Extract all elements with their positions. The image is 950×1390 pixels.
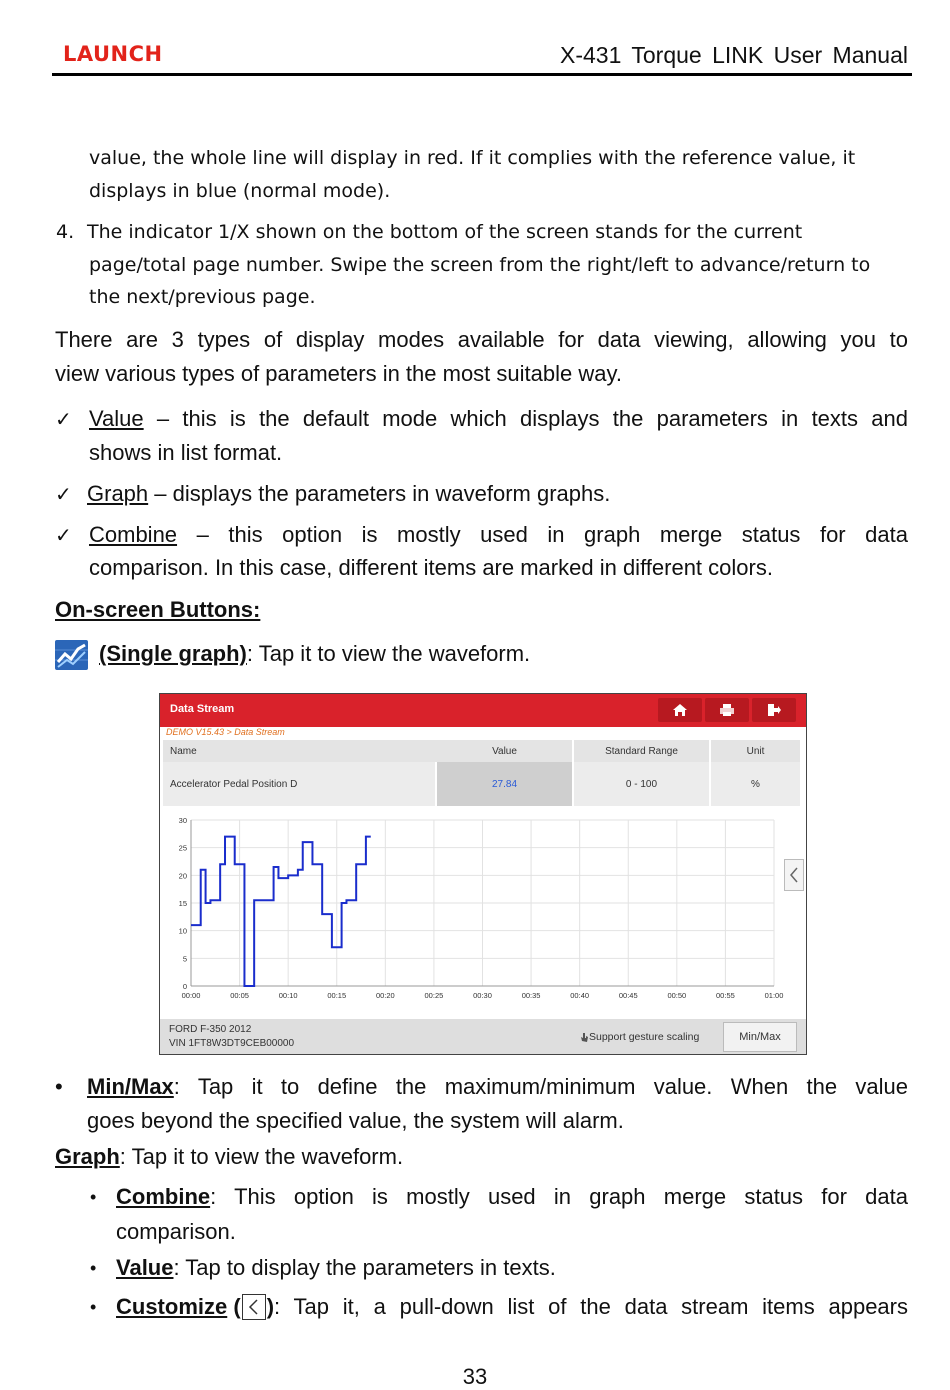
page-number: 33 [462, 1364, 488, 1389]
single-graph-term: (Single graph) [99, 641, 247, 666]
print-icon [719, 703, 735, 717]
x-tick-label: 00:10 [278, 991, 298, 1000]
graph-desc: : Tap it to view the waveform. [119, 1144, 404, 1169]
exit-icon [766, 703, 782, 717]
bullet-icon: • [55, 1074, 63, 1099]
print-button[interactable] [705, 698, 749, 722]
combine-mode-line-2: comparison. In this case, different items are marked in different colors. [89, 555, 773, 580]
combine-line-1 [116, 1180, 908, 1214]
customize-paren-open: ( [227, 1294, 241, 1319]
y-tick-label: 5 [182, 954, 187, 964]
row-range: 0 - 100 [574, 762, 709, 806]
check-icon: ✓ [55, 482, 72, 506]
screen-title: Data Stream [170, 703, 235, 715]
combine-mode-term: Combine [89, 522, 178, 547]
bullet-icon: • [90, 1297, 97, 1317]
column-header-range: Standard Range [574, 740, 709, 762]
chart-grid [191, 820, 774, 986]
vin-label: VIN 1FT8W3DT9CEB00000 [169, 1038, 295, 1049]
value-mode-term: Value [89, 406, 144, 431]
customize-term: Customize [116, 1294, 228, 1319]
value-mode-line-1 [89, 402, 908, 436]
minmax-term: Min/Max [87, 1074, 174, 1099]
y-tick-label: 10 [178, 926, 187, 936]
item-4-line-2: page/total page number. Swipe the screen from the right/left to advance/return to [89, 254, 871, 276]
x-tick-label: 00:20 [375, 991, 395, 1000]
header-rule [52, 73, 912, 76]
x-tick-label: 00:00 [181, 991, 201, 1000]
gesture-hint-text: Support gesture scaling [589, 1031, 700, 1043]
x-tick-label: 00:25 [424, 991, 444, 1000]
customize-button[interactable] [784, 859, 804, 891]
column-header-unit: Unit [711, 740, 800, 762]
vehicle-label: FORD F-350 2012 [169, 1024, 252, 1035]
combine-desc: : This option is mostly used in graph merge status for data [210, 1184, 908, 1209]
customize-icon [242, 1294, 266, 1320]
home-button[interactable] [658, 698, 702, 722]
customize-line [116, 1290, 908, 1324]
graph-mode-line [87, 477, 610, 511]
graph-section-line [55, 1140, 403, 1174]
minmax-line-1 [87, 1070, 908, 1104]
combine-line-2: comparison. [116, 1219, 236, 1244]
single-graph-icon [55, 640, 88, 670]
y-tick-label: 30 [178, 816, 187, 825]
row-value: 27.84 [437, 762, 572, 806]
breadcrumb: DEMO V15.43 > Data Stream [166, 727, 285, 737]
intro-line-2: displays in blue (normal mode). [89, 180, 391, 202]
modes-paragraph-line-2: view various types of parameters in the most suitable way. [55, 361, 622, 386]
graph-mode-desc: – displays the parameters in waveform graphs. [148, 481, 611, 506]
bullet-icon: • [90, 1258, 97, 1278]
hand-icon [580, 1032, 589, 1043]
row-name: Accelerator Pedal Position D [163, 762, 435, 806]
x-tick-label: 00:40 [570, 991, 590, 1000]
value-desc: : Tap to display the parameters in texts. [173, 1255, 556, 1280]
x-tick-label: 00:15 [327, 991, 347, 1000]
combine-mode-desc: – this option is mostly used in graph merge status for data [177, 522, 908, 547]
series-line [191, 837, 371, 986]
value-mode-line-2: shows in list format. [89, 440, 283, 465]
chevron-left-icon [789, 867, 799, 883]
y-tick-label: 15 [178, 899, 187, 908]
brand-logo: LAUNCH [63, 42, 163, 66]
waveform-chart [160, 806, 806, 1019]
x-tick-label: 00:35 [521, 991, 541, 1000]
column-header-name: Name [163, 740, 442, 762]
single-graph-line [99, 637, 530, 671]
x-tick-label: 00:50 [667, 991, 687, 1000]
minmax-line-2: goes beyond the specified value, the system will alarm. [87, 1108, 624, 1133]
graph-term: Graph [55, 1144, 120, 1169]
x-tick-label: 01:00 [764, 991, 784, 1000]
item-4-line-3: the next/previous page. [89, 286, 316, 308]
item-4-line-1: The indicator 1/X shown on the bottom of the screen stands for the current [87, 221, 803, 243]
minmax-desc: : Tap it to define the maximum/minimum value. When the value [173, 1074, 908, 1099]
intro-line-1: value, the whole line will display in red. If it complies with the reference value, it [89, 147, 856, 169]
single-graph-desc: : Tap it to view the waveform. [246, 641, 531, 666]
check-icon: ✓ [55, 407, 72, 431]
x-axis-ticks [182, 991, 784, 1000]
y-tick-label: 20 [178, 871, 187, 881]
value-term: Value [116, 1255, 174, 1280]
combine-term: Combine [116, 1184, 211, 1209]
value-mode-desc: – this is the default mode which displays the parameters in texts and [143, 406, 908, 431]
customize-desc: : Tap it, a pull-down list of the data stream items appears [274, 1294, 908, 1319]
column-header-value: Value [437, 740, 572, 762]
x-tick-label: 00:05 [230, 991, 249, 1000]
check-icon: ✓ [55, 523, 72, 547]
value-line [116, 1251, 556, 1285]
bullet-icon: • [90, 1187, 97, 1207]
data-stream-screenshot [159, 693, 807, 1055]
x-tick-label: 00:45 [618, 991, 638, 1000]
row-unit: % [711, 762, 800, 806]
y-tick-label: 25 [178, 843, 187, 853]
y-tick-label: 0 [182, 982, 187, 991]
graph-mode-term: Graph [87, 481, 149, 506]
home-icon [672, 703, 688, 717]
min-max-button[interactable]: Min/Max [723, 1022, 797, 1052]
y-axis-ticks [179, 816, 187, 991]
x-tick-label: 00:55 [716, 991, 735, 1000]
onscreen-buttons-heading: On-screen Buttons: [55, 597, 261, 622]
item-4-number: 4. [56, 221, 75, 243]
gesture-hint [580, 1031, 699, 1043]
modes-paragraph-line-1: There are 3 types of display modes available for data viewing, allowing you to [55, 327, 908, 352]
exit-button[interactable] [752, 698, 796, 722]
x-tick-label: 00:30 [473, 991, 492, 1000]
customize-paren-close: ) [266, 1294, 275, 1319]
combine-mode-line-1 [89, 518, 908, 552]
manual-title: X-431 Torque LINK User Manual [560, 42, 908, 68]
